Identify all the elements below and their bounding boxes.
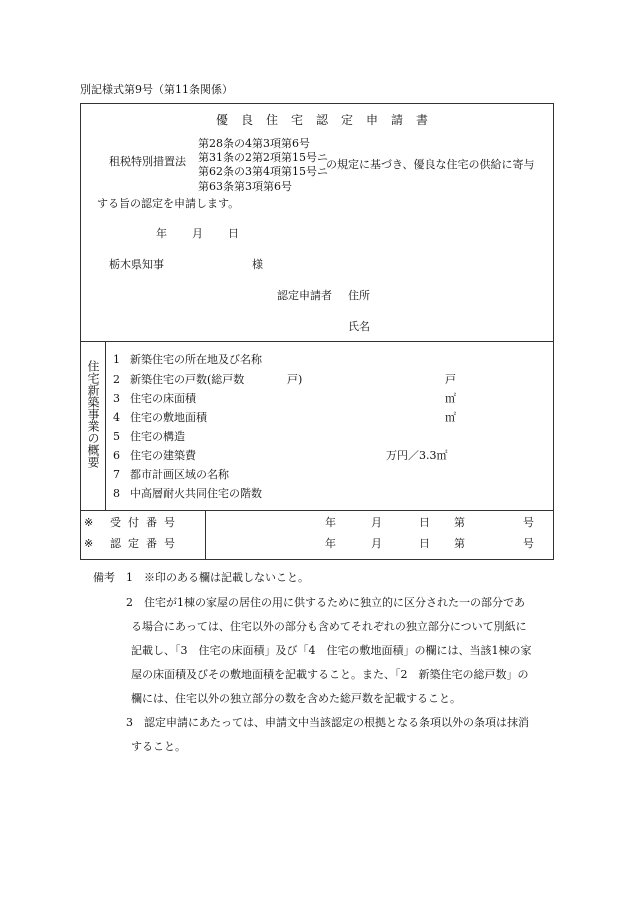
item-8-num: 8 xyxy=(113,487,120,500)
addressee-name: 栃木県知事 xyxy=(109,258,164,271)
item-1-num: 1 xyxy=(113,353,120,366)
date-year: 年 xyxy=(156,227,167,240)
certification-mark: ※ xyxy=(84,537,94,550)
note-2-num: 2 xyxy=(126,596,133,609)
item-8-label: 中高層耐火共同住宅の階数 xyxy=(130,487,262,500)
clause-continuation: の規定に基づき、優良な住宅の供給に寄与 xyxy=(326,158,535,171)
item-3-num: 3 xyxy=(113,392,120,405)
note-2-line-2: る場合にあっては、住宅以外の部分も含めてそれぞれの独立部分について別紙に xyxy=(131,620,527,633)
note-3-line-1: 認定申請にあたっては、申請文中当該認定の根拠となる条項以外の条項は抹消 xyxy=(144,716,529,729)
item-6-label: 住宅の建築費 xyxy=(130,449,196,462)
frame-section-border xyxy=(80,341,554,342)
applicant-name-label: 氏名 xyxy=(348,320,370,333)
certification-year: 年 xyxy=(325,537,336,550)
note-3-line-2: すること。 xyxy=(131,740,186,753)
certification-day: 日 xyxy=(419,537,430,550)
item-2-unit: 戸 xyxy=(445,373,456,386)
item-7-num: 7 xyxy=(113,468,120,481)
note-2-line-1: 住宅が1棟の家屋の居住の用に供するために独立的に区分された一の部分であ xyxy=(144,596,525,609)
notes-label: 備考 xyxy=(93,571,115,584)
receipt-go: 号 xyxy=(523,516,534,529)
item-3-label: 住宅の床面積 xyxy=(130,392,196,405)
date-day: 日 xyxy=(228,227,239,240)
item-7-label: 都市計画区域の名称 xyxy=(130,468,229,481)
item-6-unit: 万円／3.3㎡ xyxy=(386,449,448,462)
frame-top-border xyxy=(80,103,554,104)
receipt-dai: 第 xyxy=(454,516,465,529)
item-4-label: 住宅の敷地面積 xyxy=(130,411,207,424)
form-number: 別記様式第9号（第11条関係） xyxy=(80,83,233,96)
form-heading: 優良住宅認定申請書 xyxy=(216,113,442,127)
frame-right-border xyxy=(553,103,554,559)
overview-label: 住宅新築事業の概要 xyxy=(86,360,100,468)
note-2-line-4: 屋の床面積及びその敷地面積を記載すること。また、「2 新築住宅の総戸数」の xyxy=(131,668,529,681)
frame-left-border xyxy=(80,103,81,559)
item-5-num: 5 xyxy=(113,430,120,443)
date-month: 月 xyxy=(192,227,203,240)
clause-4: 第63条第3項第6号 xyxy=(198,180,292,193)
note-2-line-3: 記載し、「3 住宅の床面積」及び「4 住宅の敷地面積」の欄には、当該1棟の家 xyxy=(131,644,532,657)
receipt-day: 日 xyxy=(419,516,430,529)
clause-2: 第31条の2第2項第15号ニ xyxy=(198,151,328,164)
item-1-label: 新築住宅の所在地及び名称 xyxy=(130,353,262,366)
item-2-num: 2 xyxy=(113,373,120,386)
law-name: 租税特別措置法 xyxy=(109,155,186,168)
item-5-label: 住宅の構造 xyxy=(130,430,185,443)
receipt-label: 受付番号 xyxy=(110,516,182,529)
certification-go: 号 xyxy=(523,537,534,550)
receipt-year: 年 xyxy=(325,516,336,529)
note-1-num: 1 xyxy=(126,571,133,584)
item-4-num: 4 xyxy=(113,411,120,424)
overview-divider xyxy=(105,341,106,510)
applicant-address-label: 住所 xyxy=(348,289,370,302)
note-1-line-1: ※印のある欄は記載しないこと。 xyxy=(144,571,309,584)
note-3-num: 3 xyxy=(126,716,133,729)
item-4-unit: ㎡ xyxy=(445,411,456,424)
note-2-line-5: 欄には、住宅以外の独立部分の数を含めた総戸数を記載すること。 xyxy=(131,692,461,705)
item-2-label: 新築住宅の戸数(総戸数 xyxy=(130,373,245,386)
clause-3: 第62条の3第4項第15号ニ xyxy=(198,165,328,178)
request-text: する旨の認定を申請します。 xyxy=(97,197,240,210)
frame-bottom-border xyxy=(80,559,554,560)
clause-1: 第28条の4第3項第6号 xyxy=(198,137,310,150)
certification-dai: 第 xyxy=(454,537,465,550)
certification-month: 月 xyxy=(371,537,382,550)
applicant-label: 認定申請者 xyxy=(277,289,332,302)
item-3-unit: ㎡ xyxy=(445,392,456,405)
receipt-mark: ※ xyxy=(84,516,94,529)
frame-receipt-border xyxy=(80,510,554,511)
item-6-num: 6 xyxy=(113,449,120,462)
addressee-honorific: 様 xyxy=(252,258,263,271)
receipt-divider xyxy=(205,510,206,559)
receipt-month: 月 xyxy=(371,516,382,529)
item-2-extra: 戸) xyxy=(287,373,303,386)
certification-label: 認定番号 xyxy=(110,537,182,550)
